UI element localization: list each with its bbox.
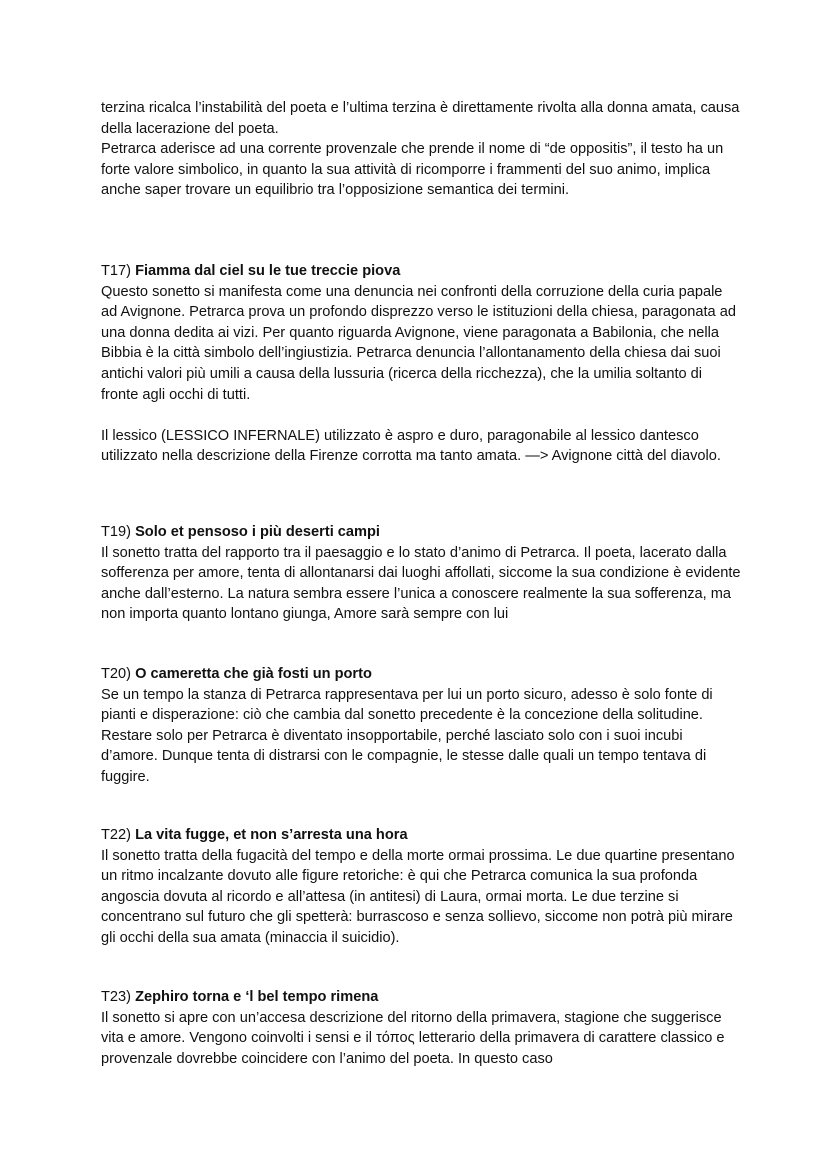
section-code: T19) bbox=[101, 524, 132, 540]
section-t23 bbox=[101, 987, 741, 1069]
section-heading bbox=[101, 261, 741, 282]
section-t22 bbox=[101, 825, 741, 949]
section-t20 bbox=[101, 664, 741, 788]
section-title: La vita fugge, et non s’arresta una hora bbox=[135, 827, 408, 843]
section-heading bbox=[101, 664, 741, 685]
section-title: O cameretta che già fosti un porto bbox=[135, 666, 372, 682]
section-paragraph: Il sonetto si apre con un’accesa descrizione del ritorno della primavera, stagione che suggerisce vita e amore. Vengono coinvolti i sensi e il τόπος letterario della primavera di carattere classico e provenzale dovrebbe coincidere con l’animo del poeta. In questo caso bbox=[101, 1009, 725, 1067]
section-heading bbox=[101, 825, 741, 846]
section-t17 bbox=[101, 261, 741, 467]
section-code: T23) bbox=[101, 989, 132, 1005]
section-title: Fiamma dal ciel su le tue treccie piova bbox=[135, 263, 401, 279]
section-code: T20) bbox=[101, 666, 132, 682]
section-code: T17) bbox=[101, 263, 132, 279]
section-paragraph: Se un tempo la stanza di Petrarca rappresentava per lui un porto sicuro, adesso è solo fonte di pianti e disperazione: ciò che cambia dal sonetto precedente è la concezione della solitudine. Restare solo per Petrarca è diventato insopportabile, perché lasciato solo con i suoi incubi d’amore. Dunque tenta di distrarsi con le compagnie, le stesse dalle quali un tempo tentava di fuggire. bbox=[101, 686, 713, 785]
section-title: Solo et pensoso i più deserti campi bbox=[135, 524, 380, 540]
section-paragraph: Il sonetto tratta della fugacità del tempo e della morte ormai prossima. Le due quartine presentano un ritmo incalzante dovuto alle figure retoriche: è qui che Petrarca comunica la sua profonda angoscia dovuta al ricordo e all’attesa (in antitesi) di Laura, ormai morta. Le due terzine si concentrano sul futuro che gli spetterà: burrascoso e senza sollievo, siccome non potrà più mirare gli occhi della sua amata (minaccia il suicidio). bbox=[101, 847, 735, 946]
intro-block bbox=[101, 98, 741, 201]
section-paragraph: Questo sonetto si manifesta come una denuncia nei confronti della corruzione della curia papale ad Avignone. Petrarca prova un profondo disprezzo verso le istituzioni della chiesa, paragonata ad una donna dedita ai vizi. Per quanto riguarda Avignone, viene paragonata a Babilonia, che nella Bibbia è la città simbolo dell’ingiustizia. Petrarca denuncia l’allontanamento della chiesa dai suoi antichi valori più umili a causa della lussuria (ricerca della ricchezza), che la umilia soltanto di fronte agli occhi di tutti. bbox=[101, 283, 736, 403]
section-heading bbox=[101, 987, 741, 1008]
intro-paragraph: Petrarca aderisce ad una corrente provenzale che prende il nome di “de oppositis”, il testo ha un forte valore simbolico, in quanto la sua attività di ricomporre i frammenti del suo animo, implica anche saper trovare un equilibrio tra l’opposizione semantica dei termini. bbox=[101, 141, 724, 199]
section-paragraph: Il sonetto tratta del rapporto tra il paesaggio e lo stato d’animo di Petrarca. Il poeta, lacerato dalla sofferenza per amore, tenta di allontanarsi dai luoghi affollati, siccome la sua condizione è evidente anche dall’esterno. La natura sembra essere l’unica a conoscere realmente la sua sofferenza, ma non importa quanto lontano giunga, Amore sarà sempre con lui bbox=[101, 544, 741, 623]
section-heading bbox=[101, 522, 741, 543]
section-title: Zephiro torna e ‘l bel tempo rimena bbox=[135, 989, 379, 1005]
section-paragraph: Il lessico (LESSICO INFERNALE) utilizzato è aspro e duro, paragonabile al lessico dantesco utilizzato nella descrizione della Firenze corrotta ma tanto amata. —> Avignone città del diavolo. bbox=[101, 427, 721, 465]
section-code: T22) bbox=[101, 827, 132, 843]
section-t19 bbox=[101, 522, 741, 625]
intro-paragraph: terzina ricalca l’instabilità del poeta e l’ultima terzina è direttamente rivolta alla donna amata, causa della lacerazione del poeta. bbox=[101, 100, 740, 137]
